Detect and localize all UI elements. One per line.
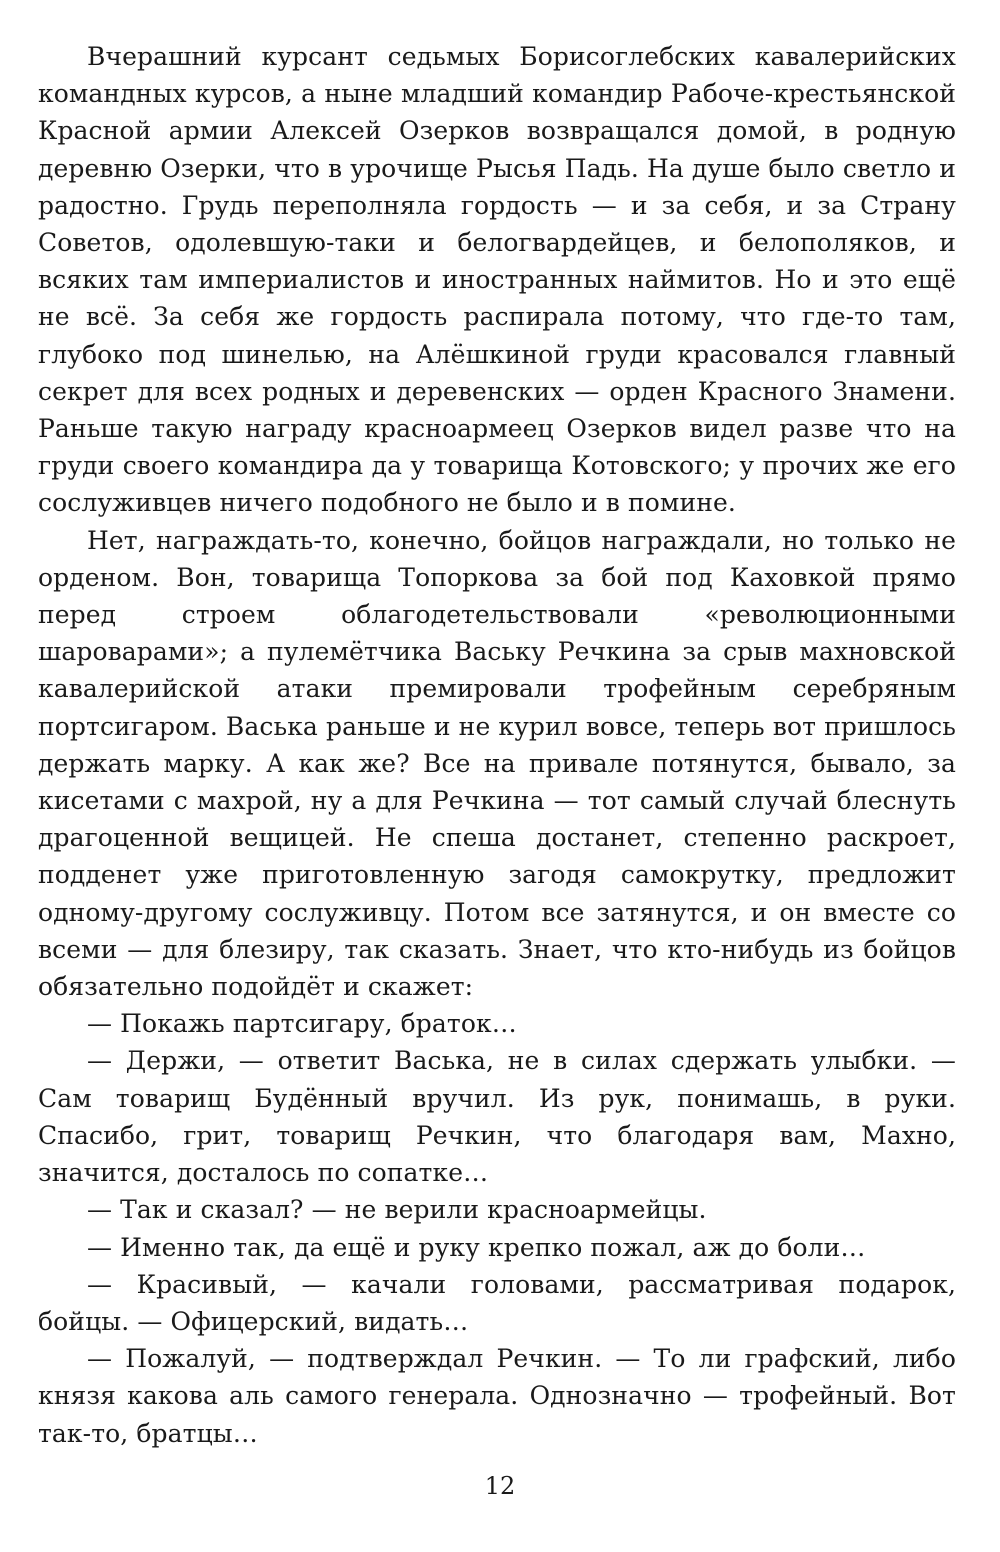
page-number: 12 xyxy=(484,1472,516,1500)
dialogue-line-1: — Покажь партсигару, браток… xyxy=(87,1009,517,1039)
dialogue-line-5: — Красивый, — качали головами, рассматривая подарок, бойцы. — Офицерский, видать… xyxy=(38,1269,956,1336)
dialogue-line-6: — Пожалуй, — подтверждал Речкин. — То ли графский, либо князя какова аль самого генерала. Однозначно — трофейный. Вот так-то, братцы… xyxy=(38,1344,956,1448)
dialogue-line-4: — Именно так, да ещё и руку крепко пожал, аж до боли… xyxy=(87,1232,866,1262)
page-body xyxy=(38,38,956,1452)
dialogue-line-2: — Держи, — ответит Васька, не в силах сдержать улыбки. — Сам товарищ Будённый вручил. Из рук, понимашь, в руки. Спасибо, грит, товарищ Речкин, что благодаря вам, Махно, значится, досталось по сопатке… xyxy=(38,1046,956,1188)
paragraph-2: Нет, награждать-то, конечно, бойцов награждали, но только не орденом. Вон, товарища Топоркова за бой под Каховкой прямо перед строем облагодетельствовали «революционными шароварами»; а пулемётчика Ваську Речкина за срыв махновской кавалерийской атаки премировали трофейным серебряным портсигаром. Васька раньше и не курил вовсе, теперь вот пришлось держать марку. А как же? Все на привале потянутся, бывало, за кисетами с махрой, ну а для Речкина — тот самый случай блеснуть драгоценной вещицей. Не спеша достанет, степенно раскроет, подденет уже приготовленную загодя самокрутку, предложит одному-другому сослуживцу. Потом все затянутся, и он вместе со всеми — для блезиру, так сказать. Знает, что кто-нибудь из бойцов обязательно подойдёт и скажет: xyxy=(38,525,956,1002)
dialogue-line-3: — Так и сказал? — не верили красноармейцы. xyxy=(87,1195,707,1225)
paragraph-1: Вчерашний курсант седьмых Борисоглебских кавалерийских командных курсов, а ныне младший командир Рабоче-крестьянской Красной армии Алексей Озерков возвращался домой, в родную деревню Озерки, что в урочище Рысья Падь. На душе было светло и радостно. Грудь переполняла гордость — и за себя, и за Страну Советов, одолевшую-таки и белогвардейцев, и белополяков, и всяких там империалистов и иностранных наймитов. Но и это ещё не всё. За себя же гордость распирала потому, что где-то там, глубоко под шинелью, на Алёшкиной груди красовался главный секрет для всех родных и деревенских — орден Красного Знамени. Раньше такую награду красноармеец Озерков видел разве что на груди своего командира да у товарища Котовского; у прочих же его сослуживцев ничего подобного не было и в помине. xyxy=(38,42,956,518)
